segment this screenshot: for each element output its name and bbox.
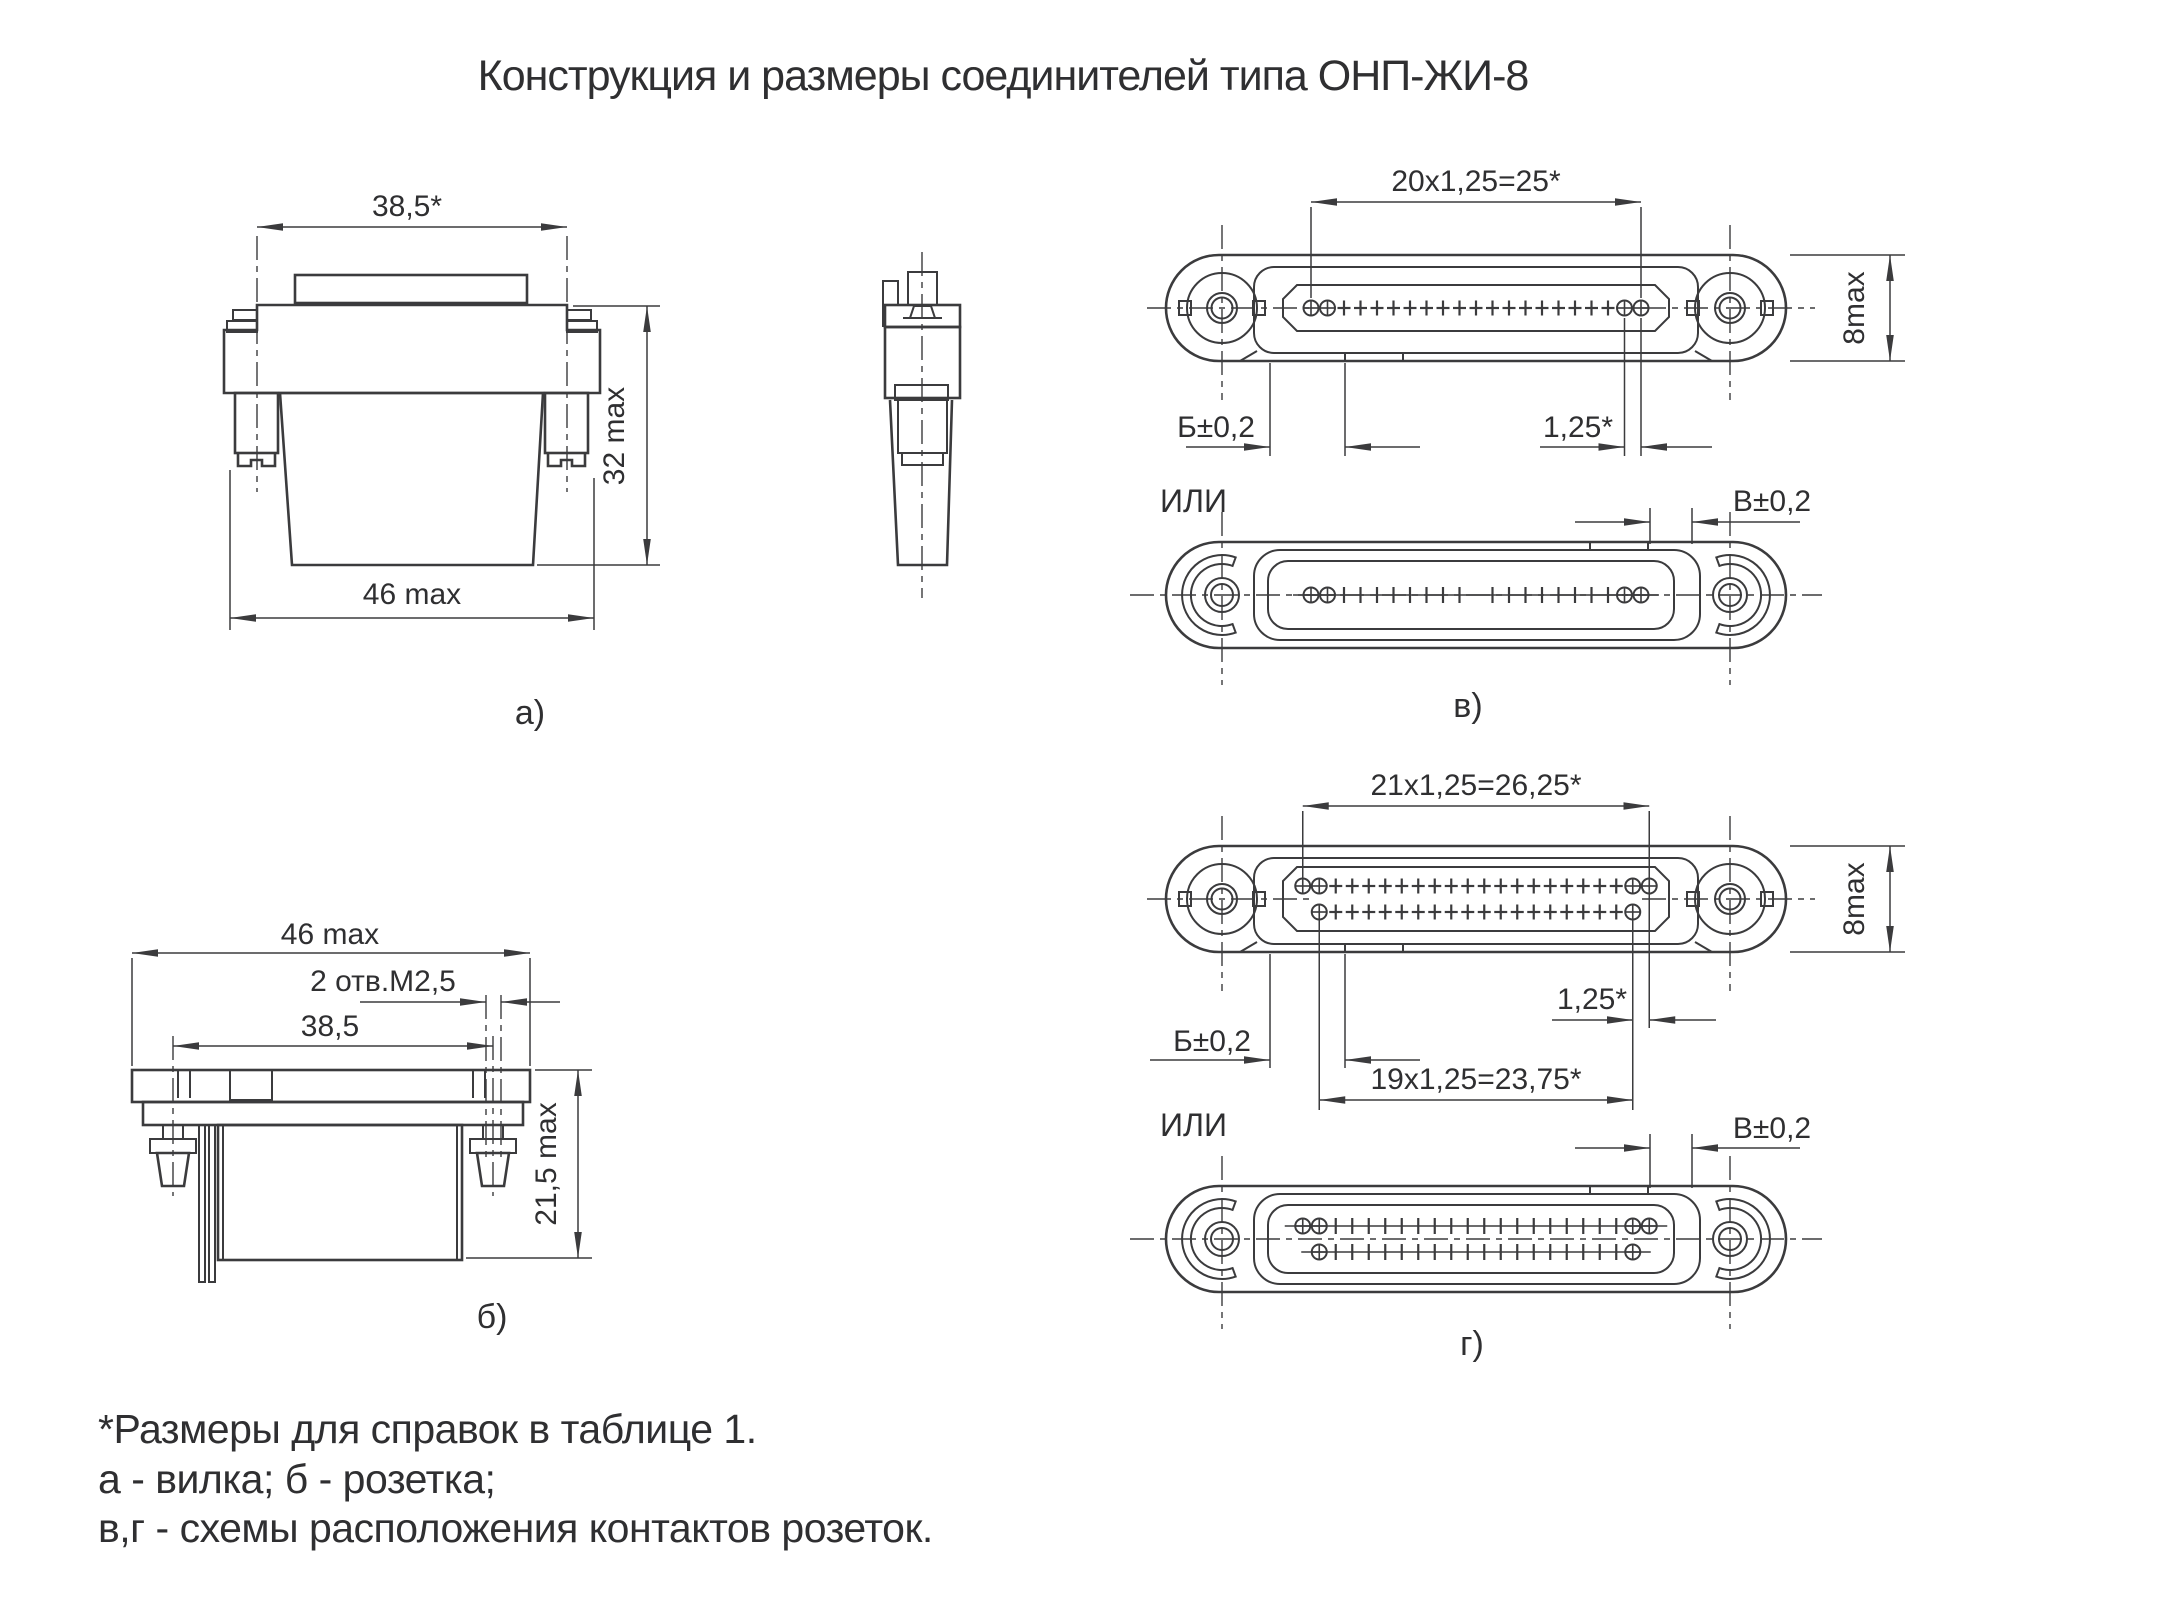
dim-v-v: В±0,2: [1732, 485, 1812, 518]
view-g-or: [1130, 1107, 1822, 1363]
dim-g-b: Б±0,2: [1173, 1025, 1251, 1058]
dim-a-width-inner: 38,5*: [371, 190, 443, 223]
contact-row: [1293, 587, 1659, 603]
dim-b-height: 21,5 max: [530, 1102, 563, 1226]
dim-v-b: Б±0,2: [1177, 411, 1255, 444]
view-v-label: в): [1453, 687, 1483, 725]
view-a-plug-front: [224, 190, 660, 732]
dim-g-height: 8max: [1838, 862, 1871, 936]
view-g-label: г): [1460, 1325, 1484, 1363]
view-v-or-label: ИЛИ: [1160, 483, 1227, 519]
view-g-primary: [1147, 769, 1905, 1110]
contact-row: [1312, 905, 1641, 920]
dim-a-height: 32 max: [598, 386, 631, 486]
page-title: Конструкция и размеры соединителей типа ОНП-ЖИ-8: [477, 52, 1529, 100]
footnotes: [98, 1406, 933, 1551]
view-v-or: [1130, 483, 1822, 725]
view-a-plug-side: [883, 252, 960, 598]
dim-v-pitch: 1,25*: [1542, 411, 1614, 444]
dim-g-row-bottom: 19x1,25=23,75*: [1370, 1063, 1582, 1096]
contact-row: [1301, 1244, 1651, 1260]
contact-row: [1285, 1218, 1668, 1234]
contact-row: [1304, 301, 1649, 316]
dim-g-row-top: 21x1,25=26,25*: [1370, 769, 1582, 802]
dim-a-width-outer: 46 max: [362, 578, 462, 611]
view-b-label: б): [476, 1298, 508, 1336]
note-line-2: а - вилка; б - розетка;: [98, 1456, 496, 1502]
dim-v-height: 8max: [1838, 271, 1871, 345]
dim-v-row: 20x1,25=25*: [1391, 165, 1561, 198]
view-v-primary: [1147, 165, 1905, 456]
dim-g-v: В±0,2: [1732, 1112, 1812, 1145]
view-b-socket-side: [132, 918, 592, 1336]
dim-b-holes: 2 отв.М2,5: [310, 965, 456, 998]
view-g-or-label: ИЛИ: [1160, 1107, 1227, 1143]
contact-row: [1295, 879, 1657, 894]
note-line-1: *Размеры для справок в таблице 1.: [98, 1406, 757, 1452]
dim-b-width-inner: 38,5: [300, 1010, 360, 1043]
dim-b-width-outer: 46 max: [280, 918, 380, 951]
note-line-3: в,г - схемы расположения контактов розеток.: [98, 1505, 933, 1551]
dim-g-pitch: 1,25*: [1556, 983, 1628, 1016]
view-a-label: а): [514, 694, 546, 732]
